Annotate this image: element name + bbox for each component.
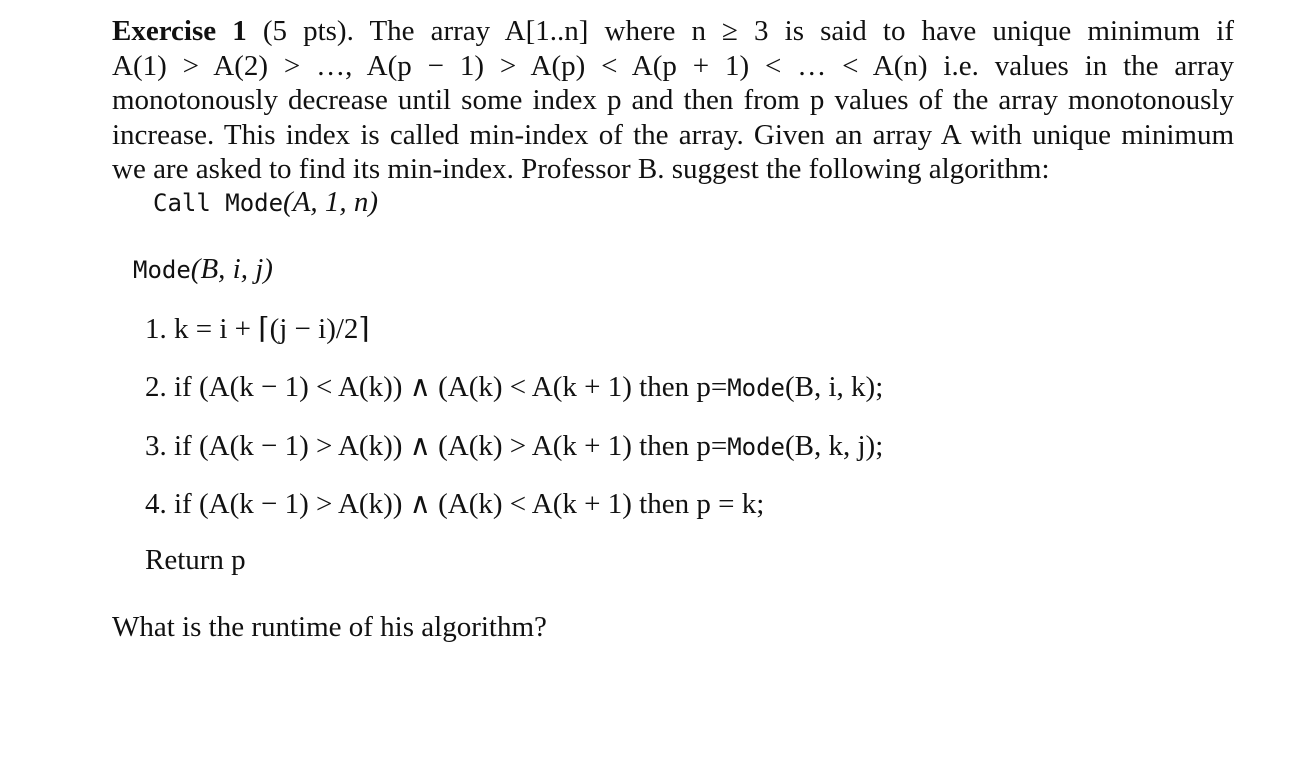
exercise-heading: Exercise 1 [112, 15, 247, 47]
line-text: increase. This index is called min-index of the array. Given an array A with unique minimum [112, 118, 1234, 151]
function-args: (B, i, j) [190, 253, 273, 285]
call-statement [153, 186, 378, 219]
return-statement: Return p [145, 544, 246, 576]
step-number: 4. [145, 488, 167, 520]
call-args: (A, 1, n) [283, 186, 379, 218]
step-call-args: (B, i, k); [785, 371, 884, 403]
step-call: Mode [727, 374, 785, 402]
line-text: monotonously decrease until some index p and then from p values of the array monotonously [112, 84, 1234, 116]
step-text: if (A(k − 1) < A(k)) ∧ (A(k) < A(k + 1) then p= [174, 371, 728, 403]
step-call-args: (B, k, j); [785, 430, 884, 462]
paragraph-line-5 [112, 152, 1234, 187]
line-text: The array A[1..n] where n ≥ 3 is said to have unique minimum if [369, 15, 1234, 47]
exercise-paragraph [112, 14, 1234, 187]
paragraph-line-3 [112, 83, 1234, 118]
step-text: k = i + ⌈(j − i)/2⌉ [174, 313, 370, 345]
paragraph-line-1 [112, 14, 1234, 49]
algorithm-step-2 [145, 369, 883, 404]
question-text: What is the runtime of his algorithm? [112, 611, 547, 643]
step-number: 1. [145, 313, 167, 345]
line-text: A(1) > A(2) > …, A(p − 1) > A(p) < A(p + 1) < … < A(n) i.e. values in the array [112, 49, 1234, 82]
function-definition [133, 253, 273, 286]
step-number: 3. [145, 430, 167, 462]
paragraph-line-4 [112, 118, 1234, 153]
algorithm-step-1 [145, 311, 370, 346]
algorithm-step-4 [145, 486, 764, 521]
step-number: 2. [145, 371, 167, 403]
function-name: Mode [133, 256, 191, 284]
algorithm-step-3 [145, 428, 883, 463]
step-text: if (A(k − 1) > A(k)) ∧ (A(k) < A(k + 1) then p = k; [174, 488, 765, 520]
step-text: if (A(k − 1) > A(k)) ∧ (A(k) > A(k + 1) then p= [174, 430, 728, 462]
paragraph-line-2 [112, 49, 1234, 84]
step-call: Mode [727, 433, 785, 461]
call-keyword: Call Mode [153, 189, 284, 217]
line-text: we are asked to find its min-index. Professor B. suggest the following algorithm: [112, 153, 1050, 185]
exercise-points: (5 pts). [262, 15, 354, 47]
